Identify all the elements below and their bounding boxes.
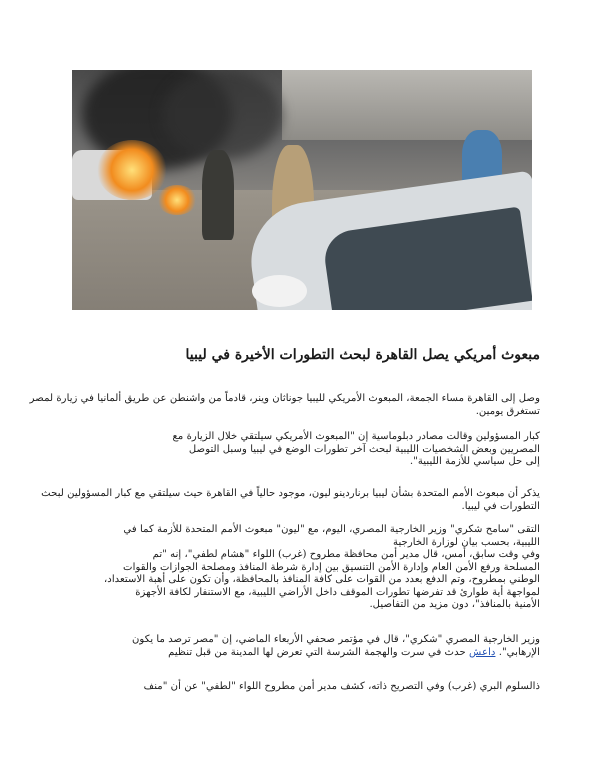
paragraph-line: يذكر أن مبعوث الأمم المتحدة بشأن ليبيا برناردينو ليون، موجود حالياً في القاهرة حيث سيلتقي مع كبار المسؤولين لبحث (41, 488, 540, 499)
article-paragraph (68, 431, 540, 469)
paragraph-line: التقى "سامح شكري" وزير الخارجية المصري، اليوم، مع "ليون" مبعوث الأمم المتحدة للأزمة كما في (123, 524, 540, 535)
paragraph-line: كبار المسؤولين وقالت مصادر دبلوماسية إن "المبعوث الأمريكي سيلتقي خلال الزيارة مع (172, 431, 540, 442)
article-paragraph (41, 488, 540, 513)
line-text-after-link: حدث في سرت والهجمة الشرسة التي تعرض لها المدينة من قبل تنظيم (168, 646, 470, 658)
photo-side-mirror (252, 275, 307, 307)
photo-gunman (202, 150, 234, 240)
article-paragraph (68, 681, 540, 694)
paragraph-line: وفي وقت سابق، أمس، قال مدير أمن محافظة مطروح (غرب) اللواء "هشام لطفي"، إنه "تم (152, 549, 540, 560)
paragraph-line: تستغرق يومين. (475, 405, 540, 417)
paragraph-line: لمواجهة أية طوارئ قد تفرضها تطورات الموقف داخل الأراضي الليبية، مع الاستنفار لكافة الأجهزة (135, 586, 540, 598)
news-photo (72, 70, 532, 310)
photo-sky (282, 70, 532, 140)
paragraph-line-with-link (68, 647, 540, 660)
article-paragraph (68, 524, 540, 612)
photo-fire (157, 185, 197, 215)
paragraph-line: المسلحة ورفع الأمن العام وإدارة الأمن التنسيق بين إدارة شرطة المنافذ ومصلحة الجوازات والقوات (123, 561, 540, 573)
article-paragraph (29, 393, 540, 418)
paragraph-line: إلى حل سياسي للأزمة الليبية". (409, 456, 540, 467)
paragraph-line: التطورات في ليبيا. (461, 500, 540, 512)
photo-smoke (162, 70, 282, 160)
photo-fire (97, 140, 167, 200)
paragraph-line: الليبية، بحسب بيان لوزارة الخارجية (393, 536, 540, 548)
paragraph-line: الوطني بمطروح، وتم الدفع بعدد من القوات على كافة المنافذ بالمحافظة، وأن تكون على أهبة الاستعداد، (104, 574, 540, 585)
paragraph-line: ذالسلوم البري (غرب) وفي التصريح ذاته، كشف مدير أمن مطروح اللواء "لطفي" عن أن "منف (143, 681, 540, 692)
daesh-link[interactable]: داعش (469, 646, 496, 658)
paragraph-line: المصريين وبعض الشخصيات الليبية لبحث آخر تطورات الوضع في ليبيا وسبل التوصل (188, 443, 540, 455)
paragraph-line: وزير الخارجية المصري "شكري"، قال في مؤتمر صحفي الأربعاء الماضي، إن "مصر ترصد ما يكون (131, 634, 540, 645)
paragraph-line: وصل إلى القاهرة مساء الجمعة، المبعوث الأمريكي لليبيا جوناثان وينر، قادماً من واشنطن عن طريق ألمانيا في زيارة لمصر (29, 393, 540, 404)
line-text-before-link: الإرهابي". (495, 646, 540, 658)
article-paragraph (68, 634, 540, 659)
article-title: مبعوث أمريكي يصل القاهرة لبحث التطورات الأخيرة في ليبيا (185, 347, 540, 363)
paragraph-line: الأمنية بالمنافذ"، دون مزيد من التفاصيل. (369, 599, 540, 610)
